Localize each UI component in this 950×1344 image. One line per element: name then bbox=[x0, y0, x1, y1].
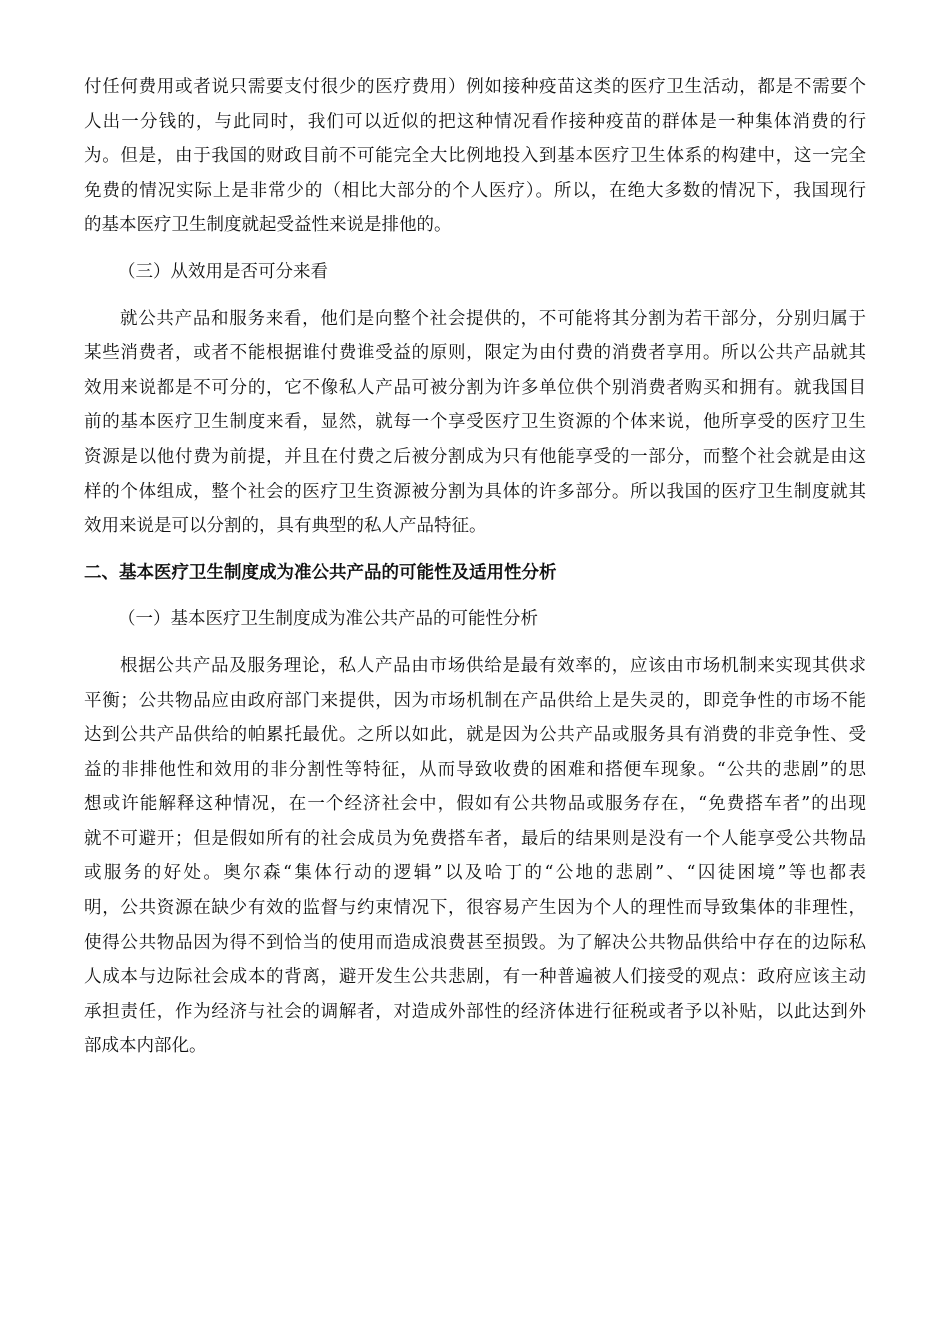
paragraph-divisibility bbox=[84, 302, 866, 544]
text-line: 平衡；公共物品应由政府部门来提供，因为市场机制在产品供给上是失灵的，即竞争性的市场不能 bbox=[84, 690, 866, 711]
text-line: 效用来说是可以分割的，具有典型的私人产品特征。 bbox=[84, 516, 487, 537]
text-line: 就公共产品和服务来看，他们是向整个社会提供的，不可能将其分割为若干部分，分别归属于 bbox=[120, 308, 866, 329]
text-line: 前的基本医疗卫生制度来看，显然，就每一个享受医疗卫生资源的个体来说，他所享受的医疗卫生 bbox=[84, 412, 866, 433]
text-line: 某些消费者，或者不能根据谁付费谁受益的原则，限定为由付费的消费者享用。所以公共产品就其 bbox=[84, 343, 866, 364]
text-line: 部成本内部化。 bbox=[84, 1036, 207, 1057]
text-line: 就不可避开；但是假如所有的社会成员为免费搭车者，最后的结果则是没有一个人能享受公共物品 bbox=[84, 828, 866, 849]
text-line: 样的个体组成，整个社会的医疗卫生资源被分割为具体的许多部分。所以我国的医疗卫生制度就其 bbox=[84, 481, 866, 502]
text-line: 明，公共资源在缺少有效的监督与约束情况下，很容易产生因为个人的理性而导致集体的非理性， bbox=[84, 898, 866, 919]
subheading-divisibility: （三）从效用是否可分来看 bbox=[118, 261, 328, 282]
text-line: 资源是以他付费为前提，并且在付费之后被分割成为只有他能享受的一部分，而整个社会就是由这 bbox=[84, 446, 866, 467]
text-line: 人成本与边际社会成本的背离，避开发生公共悲剧，有一种普遍被人们接受的观点：政府应该主动 bbox=[84, 967, 866, 988]
text-line: 的基本医疗卫生制度就起受益性来说是排他的。 bbox=[84, 215, 452, 236]
text-line: 想或许能解释这种情况，在一个经济社会中，假如有公共物品或服务存在，“免费搭车者”的出现 bbox=[84, 794, 866, 815]
text-line: 承担责任，作为经济与社会的调解者，对造成外部性的经济体进行征税或者予以补贴，以此达到外 bbox=[84, 1001, 866, 1022]
text-line: 益的非排他性和效用的非分割性等特征，从而导致收费的困难和搭便车现象。“公共的悲剧”的思 bbox=[84, 759, 866, 780]
subheading-possibility: （一）基本医疗卫生制度成为准公共产品的可能性分析 bbox=[118, 609, 538, 630]
text-line: 达到公共产品供给的帕累托最优。之所以如此，就是因为公共产品或服务具有消费的非竞争性、受 bbox=[84, 725, 866, 746]
text-line: 或服务的好处。奥尔森“集体行动的逻辑”以及哈丁的“公地的悲剧”、“囚徒困境”等也都表 bbox=[84, 863, 866, 884]
text-line: 根据公共产品及服务理论，私人产品由市场供给是最有效率的，应该由市场机制来实现其供求 bbox=[120, 655, 866, 676]
text-line: 使得公共物品因为得不到恰当的使用而造成浪费甚至损毁。为了解决公共物品供给中存在的边际私 bbox=[84, 932, 866, 953]
text-line: 免费的情况实际上是非常少的（相比大部分的个人医疗）。所以，在绝大多数的情况下，我国现行 bbox=[84, 180, 866, 201]
paragraph-public-goods-theory bbox=[84, 649, 866, 1064]
text-line: 为。但是，由于我国的财政目前不可能完全大比例地投入到基本医疗卫生体系的构建中，这一完全 bbox=[84, 146, 866, 167]
paragraph-receipt-exclusivity bbox=[84, 70, 866, 243]
text-line: 效用来说都是不可分的，它不像私人产品可被分割为许多单位供个别消费者购买和拥有。就我国目 bbox=[84, 377, 866, 398]
text-line: 付任何费用或者说只需要支付很少的医疗费用）例如接种疫苗这类的医疗卫生活动，都是不需要个 bbox=[84, 77, 866, 97]
section-heading-two: 二、基本医疗卫生制度成为准公共产品的可能性及适用性分析 bbox=[84, 562, 557, 583]
text-line: 人出一分钱的，与此同时，我们可以近似的把这种情况看作接种疫苗的群体是一种集体消费的行 bbox=[84, 111, 866, 132]
document-page bbox=[84, 70, 866, 1064]
